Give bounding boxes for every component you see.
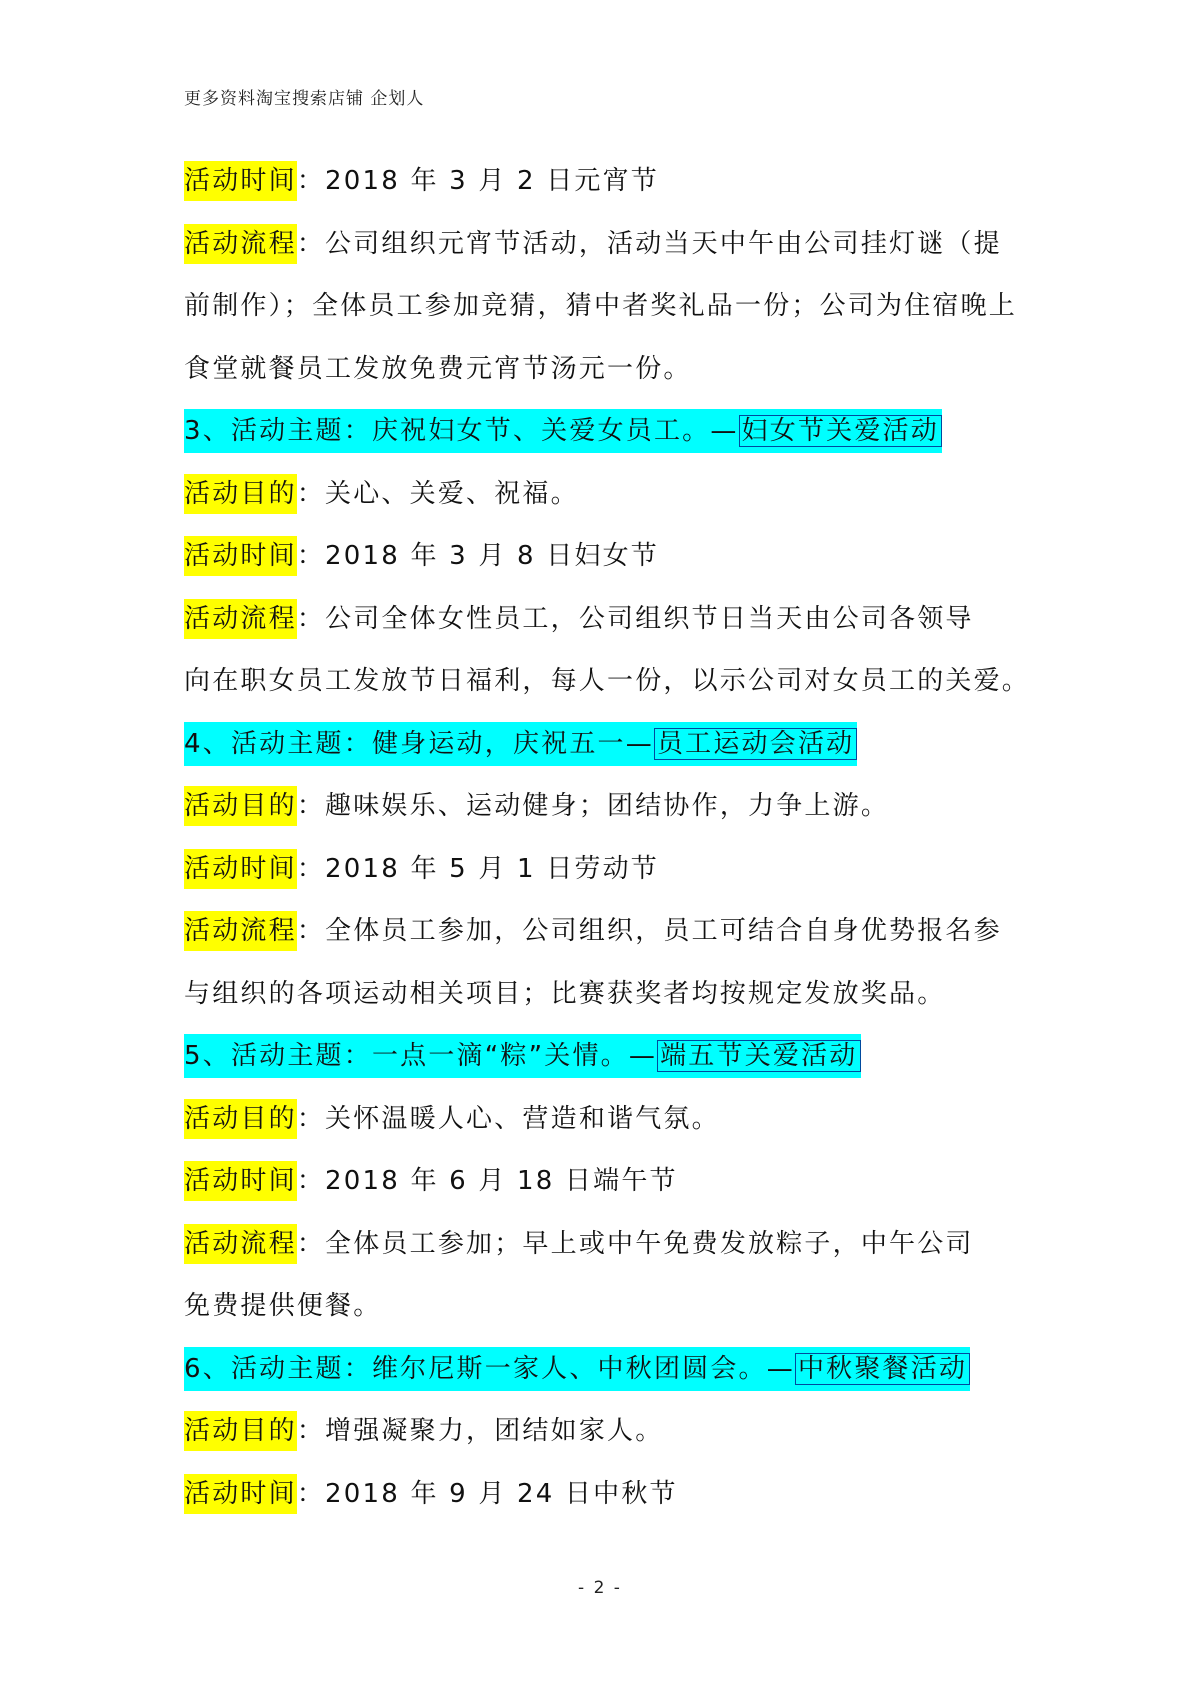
time-value: ：2018 年 9 月 24 日中秋节: [296, 1478, 678, 1509]
theme-highlight: [184, 1347, 970, 1391]
time-label: 活动时间: [184, 849, 297, 889]
activity-flow-line: 向在职女员工发放节日福利，每人一份，以示公司对女员工的关爱。: [184, 666, 1031, 696]
activity-time-line: [184, 525, 1024, 588]
time-value: ：2018 年 5 月 1 日劳动节: [296, 853, 659, 884]
activity-time-line: [184, 150, 1024, 213]
flow-label: 活动流程: [184, 1224, 297, 1264]
purpose-label: 活动目的: [184, 786, 297, 826]
activity-purpose-line: [184, 463, 1024, 526]
activity-theme-line: [184, 713, 1024, 776]
purpose-value: ：趣味娱乐、运动健身；团结协作，力争上游。: [296, 791, 890, 821]
activity-flow-line: 食堂就餐员工发放免费元宵节汤元一份。: [184, 353, 692, 384]
activity-purpose-line: [184, 1088, 1024, 1151]
theme-text: 4、活动主题：健身运动，庆祝五一—: [184, 728, 654, 759]
time-label: 活动时间: [184, 161, 297, 201]
time-label: 活动时间: [184, 1474, 297, 1514]
flow-label: 活动流程: [184, 911, 297, 951]
theme-text: 5、活动主题：一点一滴“粽”关情。—: [184, 1041, 658, 1071]
theme-text: 3、活动主题：庆祝妇女节、关爱女员工。—: [184, 416, 739, 446]
activity-time-line: [184, 1463, 1024, 1526]
purpose-label: 活动目的: [184, 1099, 297, 1139]
theme-boxed-title: 中秋聚餐活动: [795, 1353, 970, 1385]
time-label: 活动时间: [184, 536, 297, 576]
purpose-label: 活动目的: [184, 1411, 297, 1451]
flow-text: ：全体员工参加；早上或中午免费发放粽子，中午公司: [296, 1228, 974, 1259]
page-number: - 2 -: [578, 1578, 622, 1598]
flow-text: ：公司全体女性员工，公司组织节日当天由公司各领导: [296, 603, 974, 634]
page-header: 更多资料淘宝搜索店铺 企划人: [184, 89, 425, 109]
activity-purpose-line: [184, 775, 1024, 838]
flow-label: 活动流程: [184, 224, 297, 264]
activity-flow-line: [184, 1213, 1024, 1276]
purpose-value: ：关心、关爱、祝福。: [296, 478, 579, 509]
activity-flow-line: 前制作）；全体员工参加竞猜，猜中者奖礼品一份；公司为住宿晚上: [184, 291, 1018, 321]
theme-highlight: [184, 1034, 861, 1078]
activity-flow-line: 免费提供便餐。: [184, 1291, 382, 1321]
activity-theme-line: [184, 1025, 1024, 1088]
document-body: [184, 150, 1031, 1525]
flow-text: ：全体员工参加，公司组织，员工可结合自身优势报名参: [296, 916, 1002, 946]
time-label: 活动时间: [184, 1161, 297, 1201]
time-value: ：2018 年 3 月 8 日妇女节: [296, 541, 659, 571]
time-value: ：2018 年 6 月 18 日端午节: [296, 1166, 678, 1196]
purpose-label: 活动目的: [184, 474, 297, 514]
theme-highlight: [184, 409, 942, 453]
activity-time-line: [184, 838, 1024, 901]
activity-flow-line: [184, 588, 1024, 651]
theme-boxed-title: 妇女节关爱活动: [739, 415, 942, 447]
activity-theme-line: [184, 1338, 1024, 1401]
theme-boxed-title: 端五节关爱活动: [657, 1040, 860, 1072]
flow-label: 活动流程: [184, 599, 297, 639]
activity-purpose-line: [184, 1400, 1024, 1463]
activity-flow-line: 与组织的各项运动相关项目；比赛获奖者均按规定发放奖品。: [184, 978, 946, 1009]
time-value: ：2018 年 3 月 2 日元宵节: [296, 166, 659, 196]
flow-text: ：公司组织元宵节活动，活动当天中午由公司挂灯谜（提: [296, 228, 1002, 259]
theme-text: 6、活动主题：维尔尼斯一家人、中秋团圆会。—: [184, 1353, 795, 1384]
activity-flow-line: [184, 900, 1024, 963]
purpose-value: ：关怀温暖人心、营造和谐气氛。: [296, 1103, 720, 1134]
activity-flow-line: [184, 213, 1024, 276]
purpose-value: ：增强凝聚力，团结如家人。: [296, 1416, 664, 1446]
theme-highlight: [184, 722, 857, 766]
theme-boxed-title: 员工运动会活动: [654, 728, 857, 760]
activity-time-line: [184, 1150, 1024, 1213]
activity-theme-line: [184, 400, 1024, 463]
